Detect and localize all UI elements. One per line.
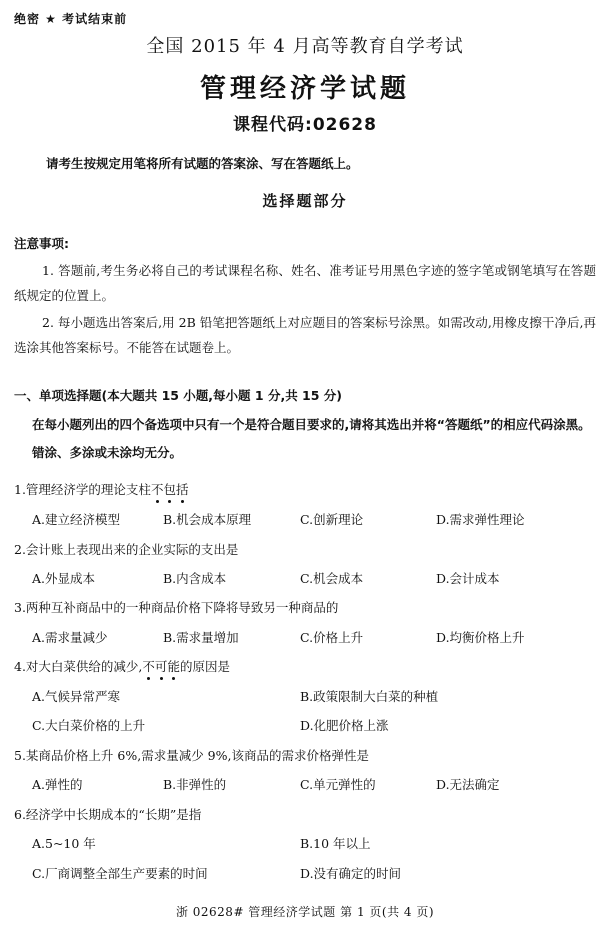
option-b: B.非弹性的	[163, 777, 227, 792]
page-footer: 浙 02628# 管理经济学试题 第 1 页(共 4 页)	[175, 905, 435, 919]
option-c: C.大白菜价格的上升	[32, 718, 146, 733]
question-stem	[14, 657, 230, 675]
emphasis-char: 不	[142, 659, 155, 674]
emphasis-char: 能	[167, 659, 180, 674]
emphasis-char: 包	[163, 482, 176, 497]
paper-title: 管理经济学试题	[199, 74, 410, 104]
option-d: D.化肥价格上涨	[300, 718, 389, 733]
question-stem	[14, 480, 188, 498]
option-c: C.创新理论	[300, 512, 364, 527]
option-d: D.会计成本	[436, 571, 500, 586]
note-item: 2. 每小题选出答案后,用 2B 铅笔把答题纸上对应题目的答案标号涂黑。如需改动,用橡皮擦干净后,再选涂其他答案标号。不能答在试题卷上。	[14, 315, 596, 355]
note-item: 1. 答题前,考生务必将自己的考试课程名称、姓名、准考证号用黑色字迹的签字笔或钢笔填写在答题纸规定的位置上。	[14, 263, 596, 303]
option-b: B.政策限制大白菜的种植	[300, 689, 439, 704]
option-d: D.没有确定的时间	[300, 866, 402, 881]
question-stem	[14, 540, 238, 558]
stem-text: 1.管理经济学的理论支柱	[14, 482, 151, 497]
section-title: 选择题部分	[262, 192, 348, 210]
option-b: B.机会成本原理	[163, 512, 252, 527]
emphasis-text	[151, 482, 189, 497]
option-c: C.机会成本	[300, 571, 364, 586]
stem-text: 的原因是	[179, 659, 230, 674]
option-c: C.厂商调整全部生产要素的时间	[32, 866, 208, 881]
stem-text: 2.会计账上表现出来的企业实际的支出是	[14, 542, 239, 557]
notes-heading: 注意事项:	[14, 236, 69, 251]
stem-text: 3.两种互补商品中的一种商品价格下降将导致另一种商品的	[14, 600, 339, 615]
question-stem	[14, 598, 338, 616]
option-c: C.单元弹性的	[300, 777, 376, 792]
stem-text: 5.某商品价格上升 6%,需求量减少 9%,该商品的需求价格弹性是	[14, 748, 369, 763]
confidential-mark: 绝密 ★ 考试结束前	[14, 12, 128, 26]
part-description: 在每小题列出的四个备选项中只有一个是符合题目要求的,请将其选出并将“答题纸”的相应代码涂黑。错涂、多涂或未涂均无分。	[32, 417, 591, 460]
answer-instruction: 请考生按规定用笔将所有试题的答案涂、写在答题纸上。	[46, 156, 359, 171]
option-a: A.需求量减少	[32, 630, 108, 645]
option-a: A.5~10 年	[32, 836, 96, 851]
option-a: A.外显成本	[32, 571, 96, 586]
stem-text: 6.经济学中长期成本的“长期”是指	[14, 807, 202, 822]
option-c: C.价格上升	[300, 630, 364, 645]
option-b: B.内含成本	[163, 571, 227, 586]
option-a: A.建立经济模型	[32, 512, 121, 527]
option-b: B.需求量增加	[163, 630, 239, 645]
stem-text: 4.对大白菜供给的减少,	[14, 659, 143, 674]
option-b: B.10 年以上	[300, 836, 371, 851]
emphasis-char: 括	[175, 482, 189, 497]
question-stem	[14, 805, 201, 823]
emphasis-text	[142, 659, 180, 674]
question-stem	[14, 746, 369, 764]
option-a: A.弹性的	[32, 777, 83, 792]
exam-title: 全国 2015 年 4 月高等教育自学考试	[146, 36, 464, 57]
emphasis-char: 不	[150, 482, 164, 497]
option-d: D.均衡价格上升	[436, 630, 525, 645]
part-heading: 一、单项选择题(本大题共 15 小题,每小题 1 分,共 15 分)	[14, 388, 343, 403]
course-code: 课程代码:02628	[233, 115, 377, 135]
option-a: A.气候异常严寒	[32, 689, 121, 704]
option-d: D.需求弹性理论	[436, 512, 525, 527]
emphasis-char: 可	[154, 659, 168, 674]
option-d: D.无法确定	[436, 777, 500, 792]
